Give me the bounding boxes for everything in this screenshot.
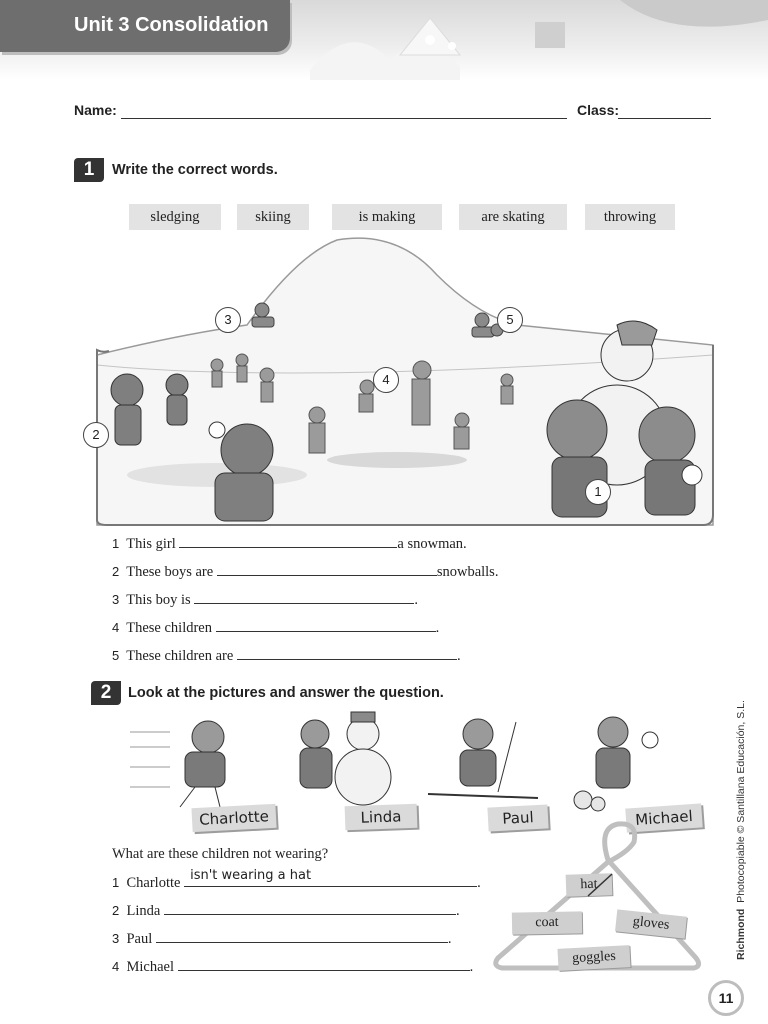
picture-callout-2: 2 xyxy=(83,422,109,448)
class-field[interactable] xyxy=(618,118,711,119)
answer-child-name: Charlotte xyxy=(126,875,181,891)
clothes-tag-gloves: gloves xyxy=(615,909,687,938)
answer-blank[interactable] xyxy=(217,561,437,576)
word-chip-is-making: is making xyxy=(332,204,442,230)
name-card-michael: Michael xyxy=(625,803,702,832)
question-text-before: This girl xyxy=(126,536,176,552)
answer-child-name: Linda xyxy=(126,903,161,919)
name-label: Name: xyxy=(74,102,117,118)
answer-number: 4 xyxy=(112,959,120,974)
answer-row-4 xyxy=(112,956,473,976)
answer-blank[interactable] xyxy=(156,928,448,943)
answer-row-3 xyxy=(112,928,452,948)
header-illustration xyxy=(290,0,768,80)
word-chip-are-skating: are skating xyxy=(459,204,567,230)
question-text-after: a snowman. xyxy=(397,536,467,552)
question-2 xyxy=(112,561,498,581)
answer-row-1 xyxy=(112,868,481,892)
strikethrough-mark xyxy=(586,872,616,898)
question-text-after: . xyxy=(435,620,440,636)
answer-blank[interactable] xyxy=(216,617,436,632)
question-text-before: These children are xyxy=(126,648,234,664)
picture-callout-3: 3 xyxy=(215,307,241,333)
question-number: 4 xyxy=(112,620,120,635)
answer-end: . xyxy=(447,931,452,947)
question-5 xyxy=(112,645,461,665)
answer-blank[interactable] xyxy=(184,868,477,887)
question-number: 2 xyxy=(112,564,120,579)
answer-blank[interactable] xyxy=(194,589,414,604)
clothes-tag-goggles: goggles xyxy=(557,945,630,971)
answer-number: 1 xyxy=(112,875,120,890)
question-text-after: snowballs. xyxy=(436,564,499,580)
tag-label: hat xyxy=(580,876,598,893)
question-text-after: . xyxy=(456,648,461,664)
question-number: 1 xyxy=(112,536,120,551)
answer-blank[interactable] xyxy=(179,533,397,548)
linda-picture xyxy=(285,712,405,812)
word-chip-skiing: skiing xyxy=(237,204,309,230)
answer-child-name: Paul xyxy=(126,931,153,947)
exercise-1-title: Write the correct words. xyxy=(112,162,278,178)
michael-picture xyxy=(568,712,688,812)
picture-callout-1: 1 xyxy=(585,479,611,505)
question-text-before: This boy is xyxy=(126,592,191,608)
question-4 xyxy=(112,617,439,637)
publisher-logo: Richmond xyxy=(735,908,747,960)
picture-callout-4: 4 xyxy=(373,367,399,393)
question-number: 5 xyxy=(112,648,120,663)
answer-end: . xyxy=(469,959,474,975)
exercise-2-title: Look at the pictures and answer the question. xyxy=(128,685,444,701)
copyright-notice xyxy=(735,700,747,960)
answer-blank[interactable] xyxy=(164,900,456,915)
question-number: 3 xyxy=(112,592,120,607)
winter-scene-picture xyxy=(92,235,713,525)
exercise-1-number: 1 xyxy=(74,158,104,182)
name-card-charlotte: Charlotte xyxy=(191,804,276,832)
answer-child-name: Michael xyxy=(126,959,174,975)
answer-end: . xyxy=(477,875,481,891)
word-chip-sledging: sledging xyxy=(129,204,221,230)
name-card-linda: Linda xyxy=(345,804,418,830)
question-text-before: These children xyxy=(126,620,212,636)
class-label: Class: xyxy=(577,102,620,118)
word-chip-throwing: throwing xyxy=(585,204,675,230)
answer-number: 3 xyxy=(112,931,120,946)
exercise-2-question: What are these children not wearing? xyxy=(112,846,329,862)
charlotte-picture xyxy=(130,712,250,812)
question-text-before: These boys are xyxy=(126,564,214,580)
clothes-tag-coat: coat xyxy=(512,911,582,934)
sample-answer: isn't wearing a hat xyxy=(190,868,312,883)
answer-number: 2 xyxy=(112,903,120,918)
paul-picture xyxy=(428,712,548,812)
answer-blank[interactable] xyxy=(178,956,470,971)
answer-end: . xyxy=(455,903,460,919)
page-title: Unit 3 Consolidation xyxy=(74,14,269,36)
name-field[interactable] xyxy=(121,118,567,119)
question-1 xyxy=(112,533,467,553)
answer-row-2 xyxy=(112,900,460,920)
copyright-text: Photocopiable © Santillana Educación, S.L. xyxy=(735,700,747,903)
header-tab xyxy=(0,0,290,52)
question-text-after: . xyxy=(414,592,418,608)
page-number: 11 xyxy=(708,980,744,1016)
name-card-paul: Paul xyxy=(487,804,548,831)
answer-blank[interactable] xyxy=(237,645,457,660)
exercise-2-number: 2 xyxy=(91,681,121,705)
picture-callout-5: 5 xyxy=(497,307,523,333)
question-3 xyxy=(112,589,418,609)
